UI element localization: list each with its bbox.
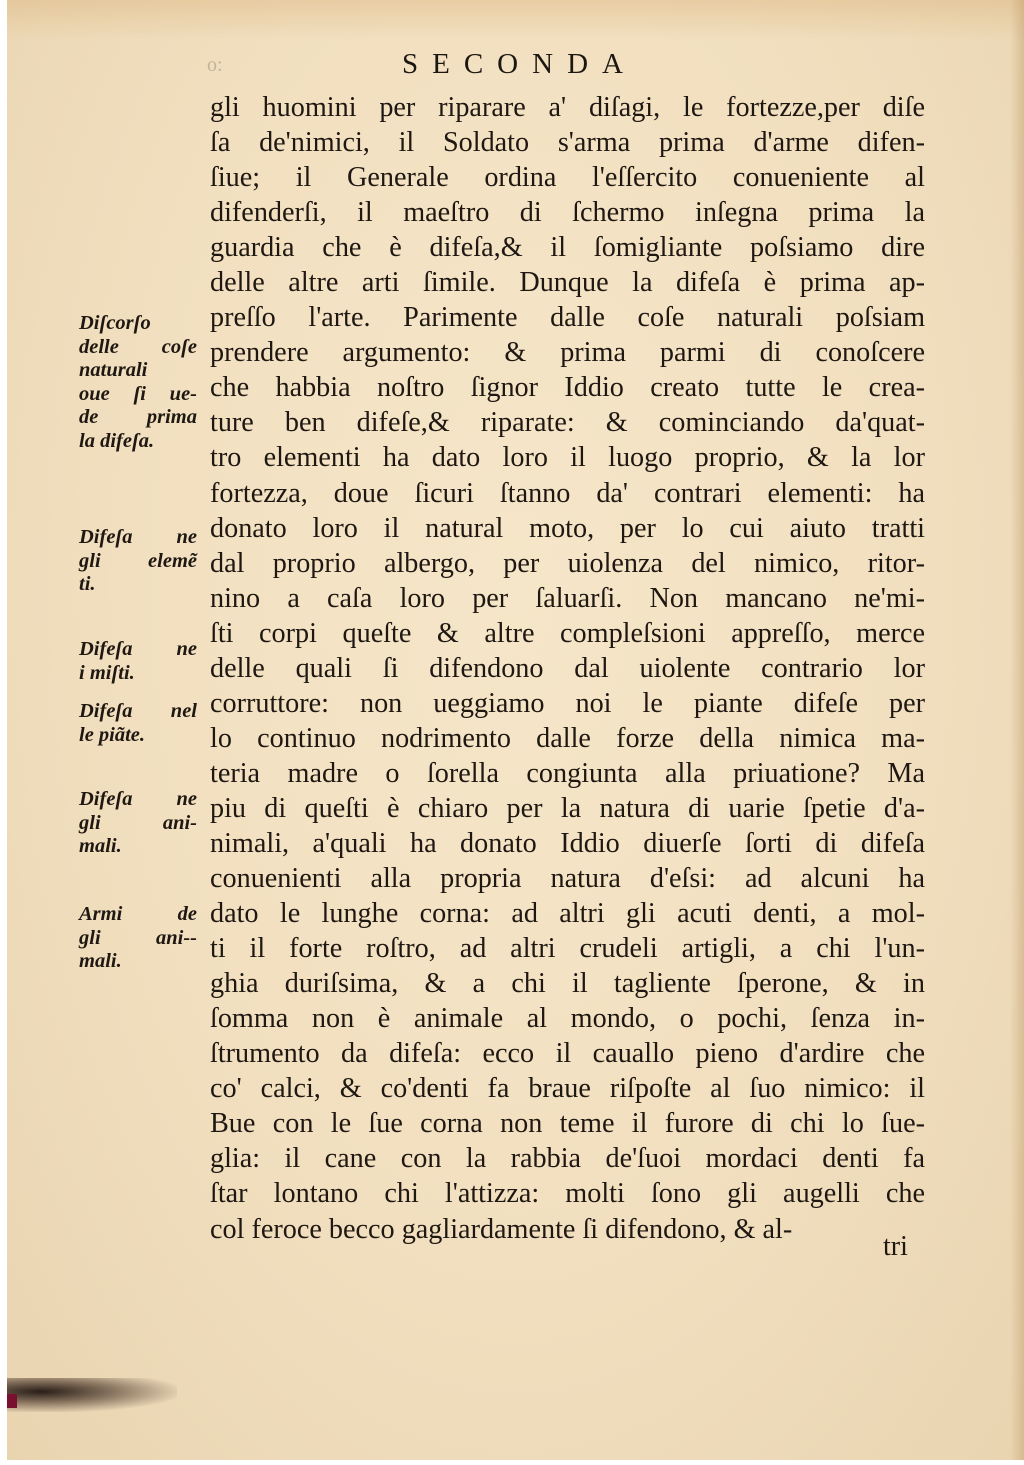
- margin-note-difesa-animali: [79, 788, 197, 859]
- margin-note-line: Armi de: [79, 903, 197, 925]
- margin-note-line: Difeſa ne: [79, 638, 197, 660]
- text-line: ſa de'nimici, il Soldato s'arma prima d'arme difen-: [210, 127, 925, 159]
- catchword: tri: [883, 1231, 908, 1262]
- text-line: prendere argumento: & prima parmi di conoſcere: [210, 337, 925, 369]
- text-line: tro elementi ha dato loro il luogo proprio, & la lor: [210, 442, 925, 474]
- text-line: lo continuo nodrimento dalle forze della nimica ma-: [210, 722, 925, 754]
- margin-note-line: Diſcorſo: [79, 312, 151, 334]
- book-page: [7, 0, 1024, 1460]
- margin-note-difesa-elementi: [79, 526, 197, 597]
- text-line: preſſo l'arte. Parimente dalle coſe naturali poſsiam: [210, 302, 925, 334]
- text-line: ghia duriſsima, & a chi il tagliente ſperone, & in: [210, 968, 925, 1000]
- margin-note-line: mali.: [79, 950, 122, 972]
- text-line: piu di queſti è chiaro per la natura di uarie ſpetie d'a-: [210, 792, 925, 824]
- text-line: ſtrumento da difeſa: ecco il cauallo pieno d'ardire che: [210, 1038, 925, 1070]
- margin-note-line: i miſti.: [79, 661, 135, 684]
- margin-note-discorso: [79, 312, 197, 453]
- text-line: conuenienti alla propria natura d'eſsi: ad alcuni ha: [210, 863, 925, 895]
- text-line: delle altre arti ſimile. Dunque la difeſa è prima ap-: [210, 267, 925, 299]
- page-edge-dark-mark: [7, 1378, 177, 1412]
- text-line: col feroce becco gagliardamente ſi difendono, & al-: [210, 1213, 793, 1245]
- text-line: ſtar lontano chi l'attizza: molti ſono gli augelli che: [210, 1178, 925, 1210]
- text-line: teria madre o ſorella congiunta alla priuatione? Ma: [210, 757, 925, 789]
- show-through-mark: o:: [207, 54, 223, 76]
- text-line: nimali, a'quali ha donato Iddio diuerſe ſorti di difeſa: [210, 827, 925, 859]
- page-gutter-shadow: [1010, 0, 1024, 1460]
- margin-note-line: Difeſa nel: [79, 700, 197, 722]
- margin-note-line: Difeſa ne: [79, 788, 197, 810]
- text-line: corruttore: non ueggiamo noi le piante difeſe per: [210, 687, 925, 719]
- margin-note-line: gli ani-: [79, 811, 197, 834]
- margin-note-line: de prima: [79, 406, 197, 428]
- text-line: co' calci, & co'denti fa braue riſpoſte al ſuo nimico: il: [210, 1073, 925, 1105]
- margin-note-line: le piãte.: [79, 723, 146, 746]
- text-line: che habbia noſtro ſignor Iddio creato tutte le crea-: [210, 372, 925, 404]
- text-line: donato loro il natural moto, per lo cui aiuto tratti: [210, 512, 925, 544]
- running-head: SECONDA: [402, 48, 637, 80]
- margin-note-line: oue ſi ue-: [79, 382, 197, 405]
- margin-note-line: Difeſa ne: [79, 526, 197, 548]
- margin-note-line: ti.: [79, 573, 96, 595]
- text-line: ti il forte roſtro, ad altri crudeli artigli, a chi l'un-: [210, 933, 925, 965]
- margin-note-line: gli ani--: [79, 926, 197, 949]
- text-line: Bue con le ſue corna non teme il furore di chi lo ſue-: [210, 1108, 925, 1140]
- text-line: delle quali ſi difendono dal uiolente contrario lor: [210, 652, 925, 684]
- text-line: ture ben difeſe,& riparate: & cominciando da'quat-: [210, 407, 925, 439]
- margin-note-armi-animali: [79, 903, 197, 974]
- page-stain: [7, 0, 1024, 40]
- text-line: dato le lunghe corna: ad altri gli acuti denti, a mol-: [210, 898, 925, 930]
- margin-note-line: la difeſa.: [79, 429, 155, 452]
- text-line: ſomma non è animale al mondo, o pochi, ſenza in-: [210, 1003, 925, 1035]
- margin-note-line: gli elemẽ: [79, 549, 197, 572]
- margin-note-line: delle coſe: [79, 335, 197, 358]
- text-line: glia: il cane con la rabbia de'ſuoi mordaci denti fa: [210, 1143, 925, 1175]
- margin-note-line: naturali: [79, 359, 148, 381]
- text-line: difenderſi, il maeſtro di ſchermo inſegna prima la: [210, 197, 925, 229]
- text-line: ſiue; il Generale ordina l'eſſercito conueniente al: [210, 162, 925, 194]
- text-line: dal proprio albergo, per uiolenza del nimico, ritor-: [210, 547, 925, 579]
- text-line: guardia che è difeſa,& il ſomigliante poſsiamo dire: [210, 232, 925, 264]
- text-line: nino a caſa loro per ſaluarſi. Non mancano ne'mi-: [210, 582, 925, 614]
- page-edge-ribbon: [7, 1394, 17, 1408]
- margin-note-line: mali.: [79, 835, 122, 857]
- text-line: gli huomini per riparare a' diſagi, le fortezze,per diſe: [210, 92, 925, 123]
- text-line: fortezza, doue ſicuri ſtanno da' contrari elementi: ha: [210, 477, 925, 509]
- main-text-block: [210, 90, 925, 1247]
- text-line: ſti corpi queſte & altre compleſsioni appreſſo, merce: [210, 617, 925, 649]
- margin-note-difesa-misti: [79, 638, 197, 685]
- margin-note-difesa-piante: [79, 700, 197, 747]
